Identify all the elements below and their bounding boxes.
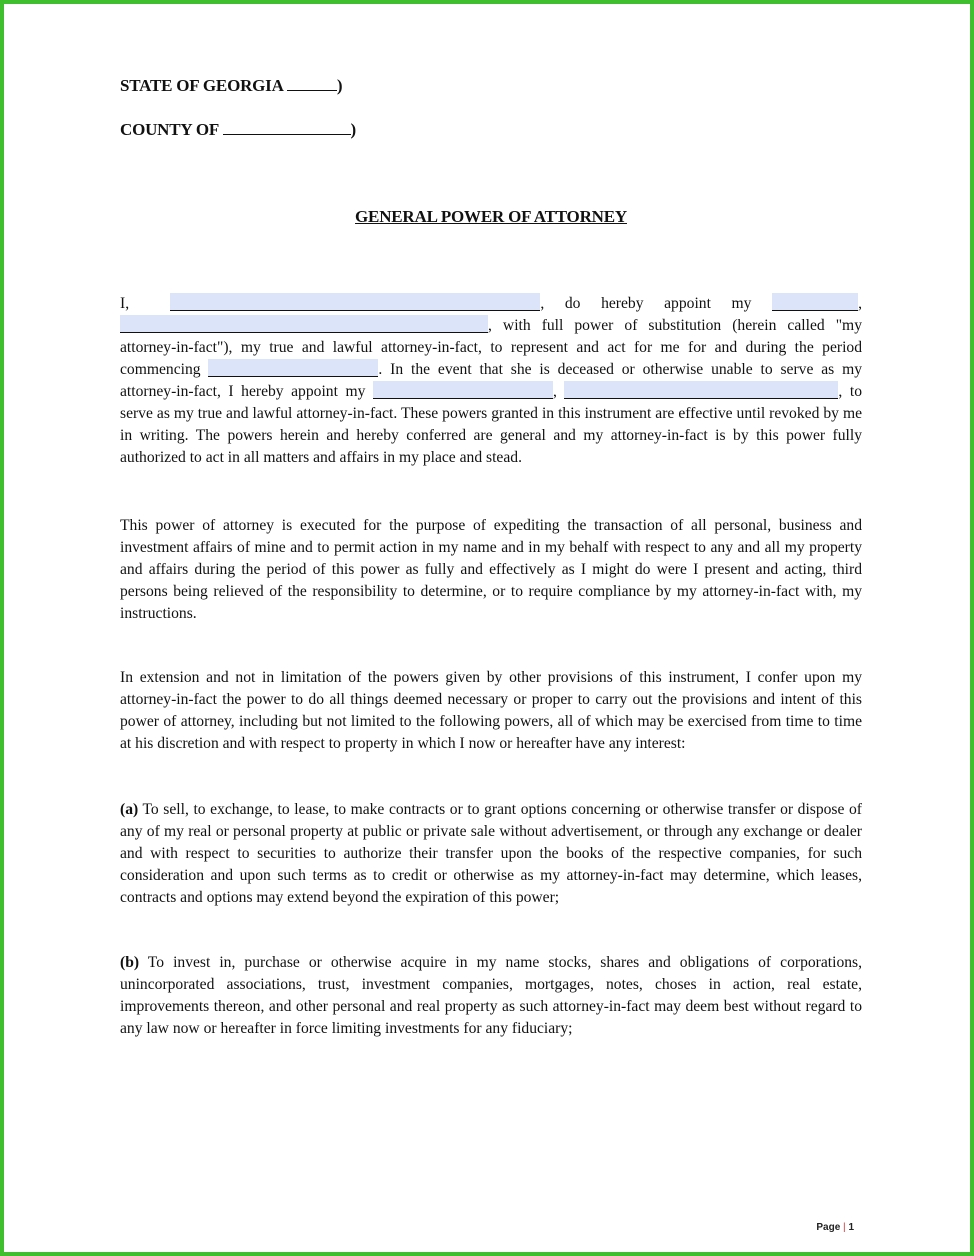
- county-paren: ): [350, 120, 356, 139]
- attorney-name-field[interactable]: [120, 315, 488, 333]
- paragraph-appointment: I, , do hereby appoint my , , with full power of substitution (herein called "my attorney-in-fact"), my true and lawful attorney-in-fact, to represent and act for me for and during the period commencing . In the event that she is deceased or otherwise unable to serve as my attorney-in-fact, I hereby appoint my , , to serve as my true and lawful attorney-in-fact. These powers granted in this instrument are effective until revoked by me in writing. The powers herein and hereby conferred are general and my attorney-in-fact is by this power fully authorized to act in all matters and affairs in my place and stead.: [120, 295, 862, 466]
- paragraph-b: [120, 952, 862, 1040]
- page-separator: |: [843, 1222, 846, 1233]
- page-number: 1: [848, 1222, 854, 1233]
- clause-b-label: (b): [120, 954, 140, 971]
- paragraph-extension: In extension and not in limitation of the powers given by other provisions of this instrument, I confer upon my attorney-in-fact the power to do all things deemed necessary or proper to carry out the provisions and intent of this power of attorney, including but not limited to the following powers, all of which may be exercised from time to time at his discretion and with respect to property in which I now or hereafter have any interest:: [120, 669, 862, 752]
- paragraph-a: [120, 799, 862, 909]
- clause-a-label: (a): [120, 801, 139, 818]
- page-footer: [816, 1222, 854, 1233]
- page-label: Page: [816, 1222, 841, 1233]
- commencing-date-field[interactable]: [208, 359, 378, 377]
- clause-b-text: To invest in, purchase or otherwise acquire in my name stocks, shares and obligations of corporations, unincorporated associations, trust, investment companies, mortgages, notes, choses in action, real estate, improvements thereon, and other personal and real property as such attorney-in-fact may deem best without regard to any law now or hereafter in force limiting investments for any fiduciary;: [120, 954, 862, 1037]
- clause-a-text: To sell, to exchange, to lease, to make contracts or to grant options concerning or otherwise transfer or dispose of any of my real or personal property at public or private sale without advertisement, or through any exchange or dealer and with respect to securities to authorize their transfer upon the books of the respective companies, for such consideration and upon such terms as to credit or otherwise as my attorney-in-fact may determine, which leases, contracts and options may extend beyond the expiration of this power;: [120, 801, 862, 906]
- state-blank[interactable]: [287, 76, 337, 91]
- state-label: STATE OF GEORGIA: [120, 76, 283, 95]
- alternate-relationship-field[interactable]: [373, 381, 553, 399]
- paragraph-purpose: This power of attorney is executed for the purpose of expediting the transaction of all personal, business and investment affairs of mine and to permit action in my name and in my behalf with respect to any and all my property and affairs during the period of this power as fully and effectively as I might do were I present and acting, third persons being relieved of the responsibility to determine, or to require compliance by my attorney-in-fact with, my instructions.: [120, 517, 862, 622]
- state-paren: ): [336, 76, 343, 95]
- relationship-field[interactable]: [772, 293, 858, 311]
- principal-name-field[interactable]: [170, 293, 540, 311]
- document-title: GENERAL POWER OF ATTORNEY: [355, 207, 627, 226]
- county-label: COUNTY OF: [120, 120, 219, 139]
- state-line: [120, 76, 342, 96]
- county-line: [120, 120, 356, 140]
- county-blank[interactable]: [223, 120, 351, 135]
- alternate-attorney-name-field[interactable]: [564, 381, 838, 399]
